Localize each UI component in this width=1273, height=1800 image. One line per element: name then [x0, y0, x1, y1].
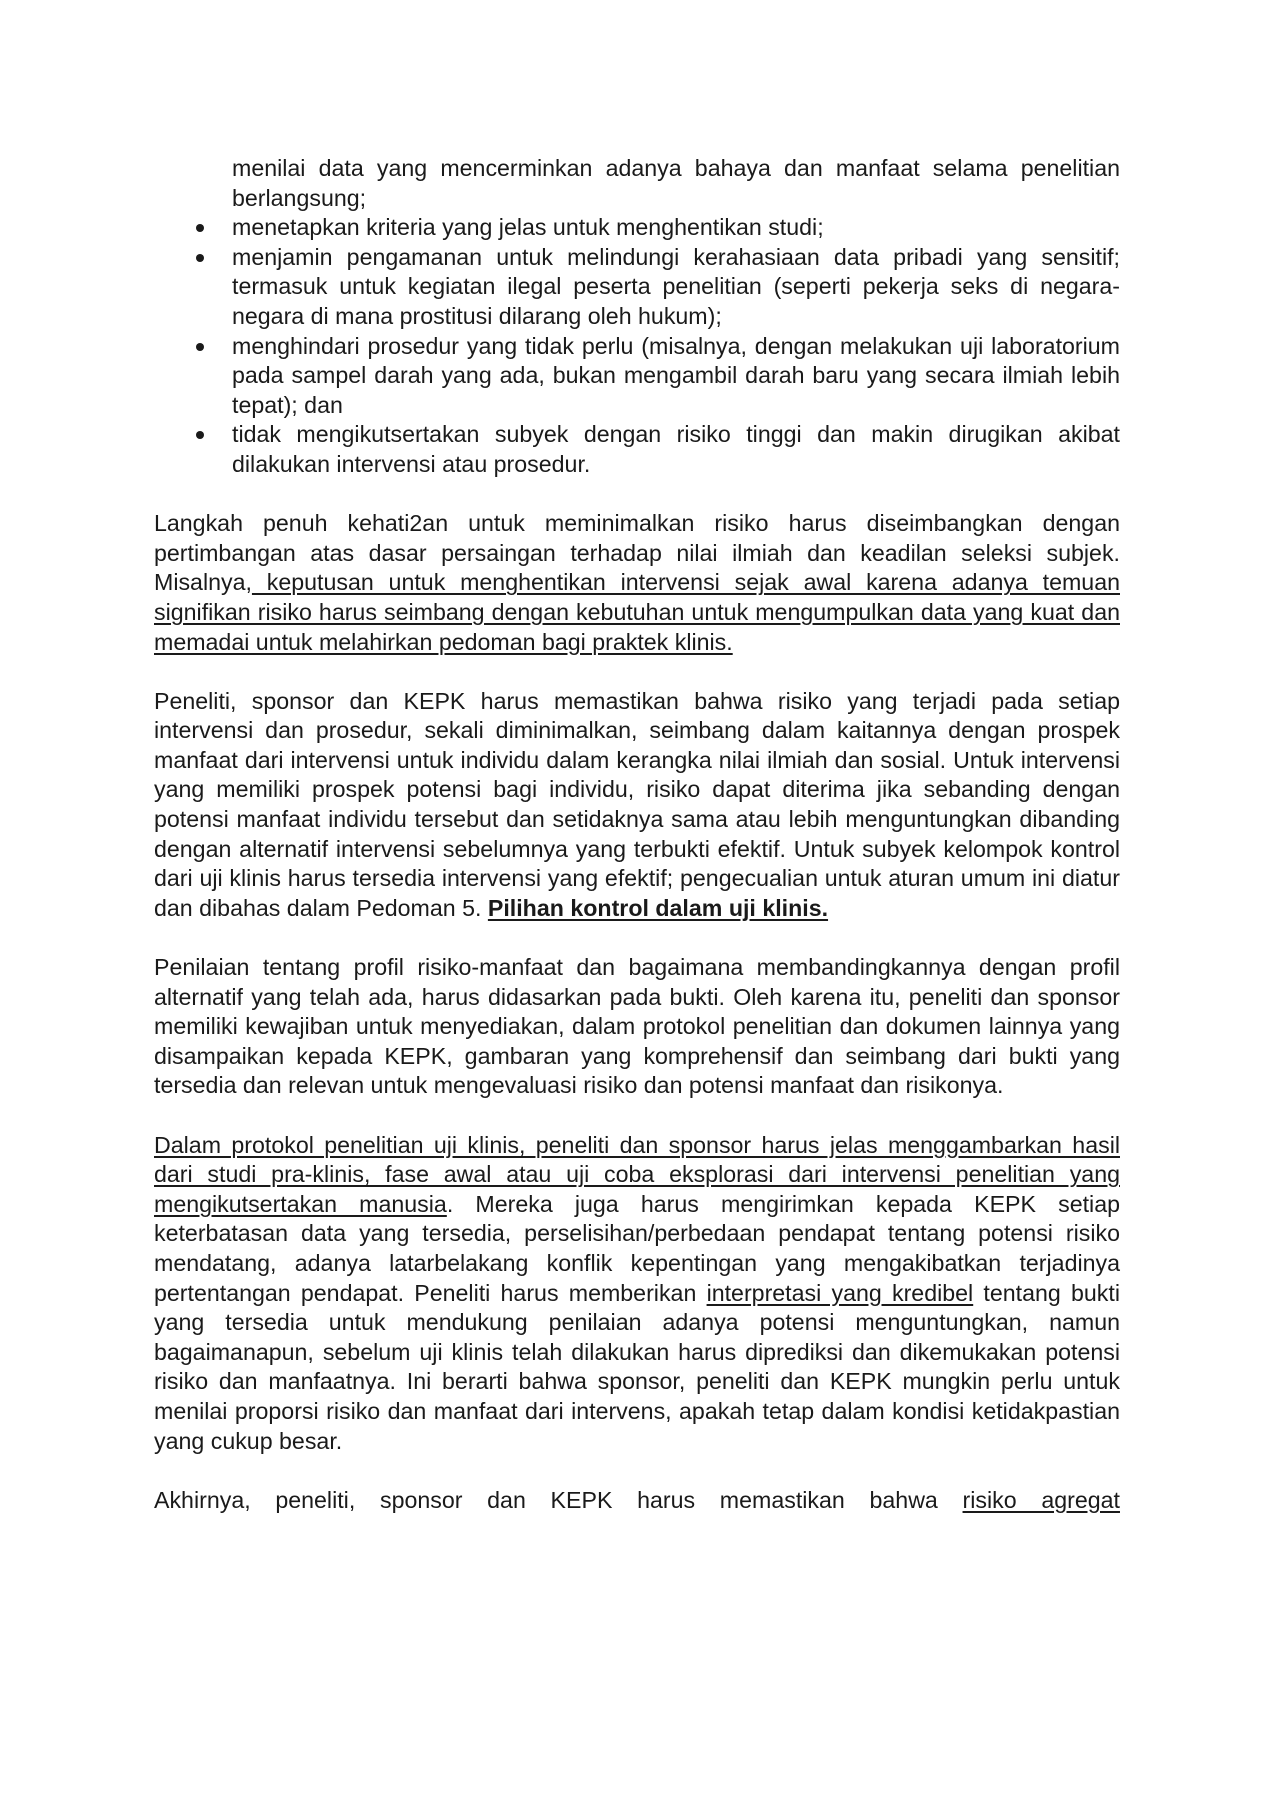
bullet-dot-icon: [196, 254, 204, 262]
guideline-5-link[interactable]: Pilihan kontrol dalam uji klinis.: [487, 894, 829, 921]
paragraph-text: Akhirnya, peneliti, sponsor dan KEPK harus memastikan bahwa: [154, 1486, 963, 1513]
underlined-text: interpretasi yang kredibel: [706, 1279, 974, 1306]
paragraph-evidence: [154, 953, 1120, 1101]
paragraph-protocol: [154, 1131, 1120, 1457]
bullet-list: [154, 213, 1120, 479]
bullet-item: [232, 213, 1120, 243]
paragraph-text: Langkah penuh kehati2an untuk meminimalkan risiko harus diseimbangkan dengan pertimbangan atas dasar persaingan terhadap nilai ilmiah dan keadilan seleksi subjek. Misalnya,: [154, 510, 1120, 596]
bullet-continuation-text: menilai data yang mencerminkan adanya bahaya dan manfaat selama penelitian berlangsung;: [232, 155, 1120, 211]
bullet-text: menjamin pengamanan untuk melindungi kerahasiaan data pribadi yang sensitif; termasuk untuk kegiatan ilegal peserta penelitian (seperti pekerja seks di negara-negara di mana prostitusi dilarang oleh hukum);: [232, 243, 1120, 329]
bullet-item: [232, 420, 1120, 479]
bullet-item: [232, 332, 1120, 421]
paragraph-aggregate-risk: [154, 1486, 1120, 1516]
paragraph-risk-benefit: [154, 687, 1120, 924]
document-page: [154, 154, 1120, 1545]
bullet-dot-icon: [196, 343, 204, 351]
bullet-text: tidak mengikutsertakan subyek dengan risiko tinggi dan makin dirugikan akibat dilakukan intervensi atau prosedur.: [232, 421, 1120, 477]
bullet-item: [232, 243, 1120, 332]
paragraph-text: Penilaian tentang profil risiko-manfaat dan bagaimana membandingkannya dengan profil alternatif yang telah ada, harus didasarkan pada bukti. Oleh karena itu, peneliti dan sponsor memiliki kewajiban untuk menyediakan, dalam protokol penelitian dan dokumen lainnya yang disampaikan kepada KEPK, gambaran yang komprehensif dan seimbang dari bukti yang tersedia dan relevan untuk mengevaluasi risiko dan potensi manfaat dan risikonya.: [154, 954, 1120, 1099]
paragraph-text: Peneliti, sponsor dan KEPK harus memastikan bahwa risiko yang terjadi pada setiap intervensi dan prosedur, sekali diminimalkan, seimbang dalam kaitannya dengan prospek manfaat dari intervensi untuk individu dalam kerangka nilai ilmiah dan sosial. Untuk intervensi yang memiliki prospek potensi bagi individu, risiko dapat diterima jika sebanding dengan potensi manfaat individu tersebut dan setidaknya sama atau lebih menguntungkan dibanding dengan alternatif intervensi sebelumnya yang terbukti efektif. Untuk subyek kelompok kontrol dari uji klinis harus tersedia intervensi yang efektif; pengecualian untuk aturan umum ini diatur dan dibahas dalam Pedoman 5.: [154, 687, 1120, 921]
bullet-dot-icon: [196, 224, 204, 232]
underlined-text: keputusan untuk menghentikan intervensi sejak awal karena adanya temuan signifikan risiko harus seimbang dengan kebutuhan untuk mengumpulkan data yang kuat dan memadai untuk melahirkan pedoman bagi praktek klinis.: [154, 569, 1120, 655]
bullet-text: menghindari prosedur yang tidak perlu (misalnya, dengan melakukan uji laboratorium pada sampel darah yang ada, bukan mengambil darah baru yang secara ilmiah lebih tepat); dan: [232, 332, 1120, 418]
underlined-text: Dalam protokol penelitian uji klinis, peneliti dan sponsor harus jelas menggambarkan hasil dari studi pra-klinis, fase awal atau uji coba eksplorasi dari intervensi penelitian yang mengikutsertakan manusia: [154, 1131, 1120, 1217]
bullet-text: menetapkan kriteria yang jelas untuk menghentikan studi;: [232, 214, 824, 241]
underlined-text: risiko agregat: [962, 1486, 1120, 1513]
bullet-dot-icon: [196, 431, 204, 439]
paragraph-risk-balancing: [154, 509, 1120, 657]
paragraph-text: tentang bukti yang tersedia untuk mendukung penilaian adanya potensi menguntungkan, namun bagaimanapun, sebelum uji klinis telah dilakukan harus diprediksi dan dikemukakan potensi risiko dan manfaatnya. Ini berarti bahwa sponsor, peneliti dan KEPK mungkin perlu untuk menilai proporsi risiko dan manfaat dari intervens, apakah tetap dalam kondisi ketidakpastian yang cukup besar.: [154, 1279, 1120, 1454]
paragraph-text: . Mereka juga harus mengirimkan kepada KEPK setiap keterbatasan data yang tersedia, perselisihan/perbedaan pendapat tentang potensi risiko mendatang, adanya latarbelakang konflik kepentingan yang mengakibatkan terjadinya pertentangan pendapat. Peneliti harus memberikan: [154, 1190, 1120, 1306]
